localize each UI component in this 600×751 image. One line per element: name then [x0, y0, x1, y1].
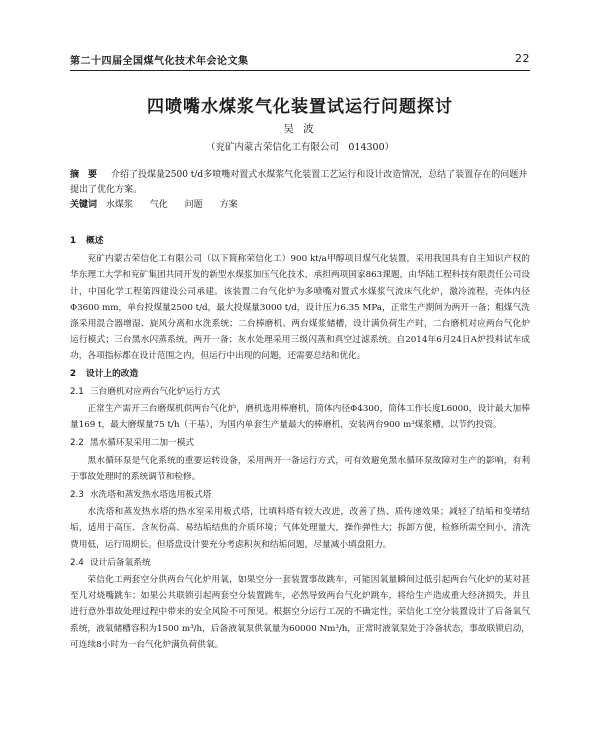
keywords-label: 关键词	[70, 200, 98, 210]
running-title: 第二十四届全国煤气化技术年会论文集	[70, 56, 249, 67]
abstract-label: 摘 要	[70, 170, 98, 180]
abstract	[70, 168, 530, 198]
subsection-number: 2.3	[70, 490, 84, 501]
section-title: 概述	[86, 236, 104, 246]
paragraph: 黑水循环泵是气化系统的重要运转设备，采用两开一备运行方式，可有效避免黑水循环泵故障对生产的影响，有利于事故处理时的系统调节和检修。	[70, 455, 530, 482]
author: 吴 波	[283, 123, 317, 135]
section-title: 设计上的改造	[86, 368, 139, 379]
subsection-number: 2.1	[70, 386, 84, 397]
affiliation: （兖矿内蒙古荣信化工有限公司 014300）	[205, 142, 395, 153]
paragraph: 兖矿内蒙古荣信化工有限公司（以下简称荣信化工）900 kt/a甲醇项目煤气化装置，采用我国具有自主知识产权的华东理工大学和兖矿集团共同开发的新型水煤浆加压气化技术，承担两项国家863课题，由华陆工程科技有限责任公司设计，中国化学工程第四建设公司承建。该装置二台气化炉为多喷嘴对置式水煤浆气流床气化炉，激冷流程，壳体内径Φ3600 mm，单台投煤量2500 t/d，最大投煤量3000 t/d，设计压力6.35 MPa，正常生产期间为两开一备；粗煤气洗涤采用混合器增湿、旋风分离和水洗系统；二台棒磨机、两台煤浆储槽，设计满负荷生产时，二台磨机对应两台气化炉运行模式；三台黑水闪蒸系统，两开一备；灰水处理采用三级闪蒸和真空过滤系统。自2014年6月24日A炉投料试车成功，各项指标都在设计范围之内，但运行中出现的问题，还需要总结和优化。	[70, 254, 530, 362]
subsection-heading	[70, 435, 530, 451]
article-body	[70, 232, 530, 653]
subsection-heading	[70, 384, 530, 400]
subsection-heading	[70, 487, 530, 503]
section-number: 2	[70, 368, 77, 379]
keyword: 气化	[149, 200, 168, 210]
keyword: 问题	[184, 200, 203, 210]
header-rule	[70, 70, 530, 71]
subsection-heading	[70, 555, 530, 571]
section-heading	[70, 366, 530, 382]
subsection-title: 黑水循环泵采用二加一模式	[89, 438, 195, 449]
abstract-text: 介绍了投煤量2500 t/d多喷嘴对置式水煤浆气化装置工艺运行和设计改造情况，总结了装置存在的问题并提出了优化方案。	[70, 170, 528, 195]
subsection-title: 三台磨机对应两台气化炉运行方式	[89, 386, 221, 397]
subsection-number: 2.4	[70, 557, 84, 568]
page-number: 22	[515, 52, 530, 65]
section-heading	[70, 233, 530, 249]
section-number: 1	[70, 236, 77, 246]
paragraph: 水洗塔和蒸发热水塔的热水室采用板式塔，比填料塔有较大改进，改善了热、质传递效果；减轻了结垢和变堵结垢，适用于高压、含灰份高、易结垢结焦的介质环境；气体处理量大，操作弹性大；拆卸方便，检修所需空间小，清洗费用低，运行周期长。但塔盘设计要充分考虑积灰和结垢问题，尽量减小填盘阻力。	[70, 507, 530, 550]
keywords	[70, 198, 530, 213]
subsection-title: 设计后备氧系统	[89, 557, 151, 568]
keyword: 方案	[219, 200, 238, 210]
keyword: 水煤浆	[105, 200, 133, 210]
subsection-title: 水洗塔和蒸发热水塔选用板式塔	[89, 490, 212, 501]
article-title: 四喷嘴水煤浆气化装置试运行问题探讨	[147, 97, 453, 117]
subsection-number: 2.2	[70, 438, 84, 449]
paragraph: 正常生产需开三台磨煤机供两台气化炉，磨机选用棒磨机，筒体内径Φ4300，筒体工作长度L6000，设计最大加棒量169 t，最大磨煤量75 t/h（干基），为国内单套生产量最大的棒磨机，安装两台900 m³煤浆槽，以节约投资。	[70, 404, 530, 431]
paragraph: 荣信化工两套空分供两台气化炉用氧，如果空分一套装置事故跳车，可能因氧量瞬间过低引起两台气化炉的某对甚至几对烧嘴跳车；如果公共联锁引起两套空分装置跳车，必然导致两台气化炉跳车，将给生产造成重大经济损失，并且进行意外事故处理过程中带来的安全风险不可预见。根据空分运行工况的不确定性，荣信化工空分装置设计了后备氧气系统，液氧储槽容积为1500 m³/h，后备液氧泵供氧量为60000 Nm³/h，正常时液氧泵处于冷备状态，事故联锁启动，可连续8小时为一台气化炉满负荷供氧。	[70, 575, 530, 650]
running-header	[70, 52, 530, 68]
